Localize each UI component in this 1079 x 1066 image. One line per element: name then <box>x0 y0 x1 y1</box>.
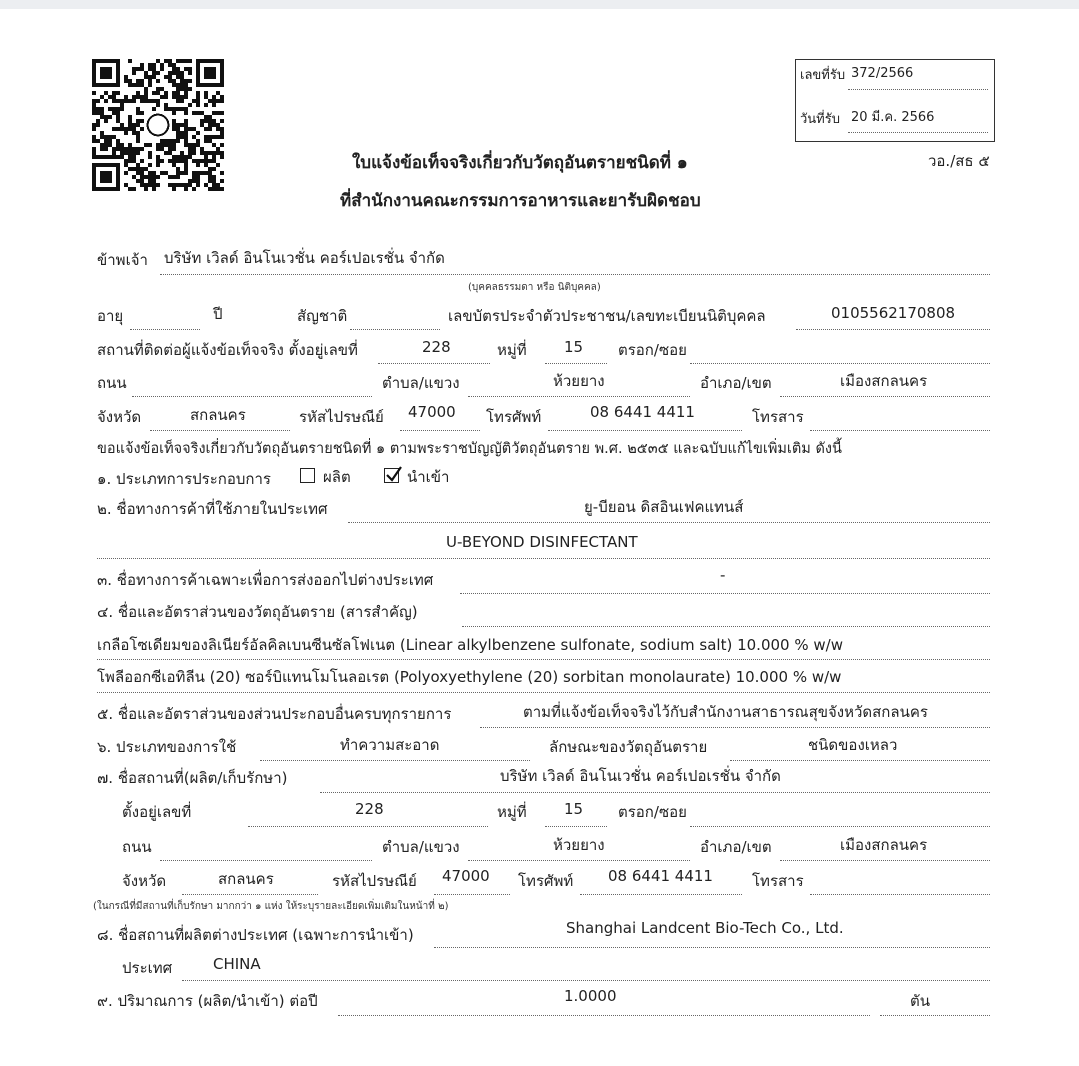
contact-fax-label: โทรสาร <box>752 408 804 426</box>
receipt-number-label: เลขที่รับ <box>800 68 846 83</box>
contact-province: สกลนคร <box>190 406 246 424</box>
contact-subdistrict-label: ตำบล/แขวง <box>382 374 460 392</box>
item7-province-label: จังหวัด <box>122 872 167 890</box>
item6-nature-value: ชนิดของเหลว <box>808 736 898 754</box>
import-checkbox[interactable] <box>384 468 399 483</box>
contact-phone-label: โทรศัพท์ <box>486 408 542 426</box>
item7-fax-label: โทรสาร <box>752 872 804 890</box>
item7-postcode-label: รหัสไปรษณีย์ <box>332 872 417 890</box>
item1-label: ๑. ประเภทการประกอบการ <box>97 470 271 488</box>
form-title-line2: ที่สำนักงานคณะกรรมการอาหารและยารับผิดชอบ <box>340 191 701 211</box>
contact-province-label: จังหวัด <box>97 408 142 426</box>
item7-road-label: ถนน <box>122 838 152 856</box>
item7-phone-label: โทรศัพท์ <box>518 872 574 890</box>
form-title-line1: ใบแจ้งข้อเท็จจริงเกี่ยวกับวัตถุอันตรายชนิดที่ ๑ <box>352 153 688 173</box>
statement: ขอแจ้งข้อเท็จจริงเกี่ยวกับวัตถุอันตรายชนิดที่ ๑ ตามพระราชบัญญัติวัตถุอันตราย พ.ศ. ๒๕๓๕ และฉบับแก้ไขเพิ่มเติม ดังนี้ <box>97 441 842 457</box>
qr-code <box>92 59 224 191</box>
produce-checkbox[interactable] <box>300 468 315 483</box>
contact-subdistrict: ห้วยยาง <box>553 372 605 390</box>
item7-phone: 08 6441 4411 <box>608 867 713 885</box>
item8-value: Shanghai Landcent Bio-Tech Co., Ltd. <box>566 919 844 937</box>
checkmark-icon <box>384 464 404 484</box>
item9-value: 1.0000 <box>564 987 617 1005</box>
contact-postcode-label: รหัสไปรษณีย์ <box>299 408 384 426</box>
form-code: วอ./สธ ๕ <box>928 152 990 170</box>
contact-road-label: ถนน <box>97 374 127 392</box>
item4-line-2: โพลีออกซีเอทิลีน (20) ซอร์บิแทนโมโนลอเรต (Polyoxyethylene (20) sorbitan monolaurate) 10.000 % w/w <box>97 668 842 686</box>
item7-address-label: ตั้งอยู่เลขที่ <box>122 803 192 821</box>
item7-district: เมืองสกลนคร <box>840 836 928 854</box>
contact-district: เมืองสกลนคร <box>840 372 928 390</box>
item3-label: ๓. ชื่อทางการค้าเฉพาะเพื่อการส่งออกไปต่างประเทศ <box>97 571 434 589</box>
id-label: เลขบัตรประจำตัวประชาชน/เลขทะเบียนนิติบุคคล <box>448 307 766 325</box>
item4-line-1: เกลือโซเดียมของลิเนียร์อัลคิลเบนซีนซัลโฟเนต (Linear alkylbenzene sulfonate, sodium salt) 10.000 % w/w <box>97 636 843 654</box>
item7-subdistrict-label: ตำบล/แขวง <box>382 838 460 856</box>
receipt-date-value: 20 มี.ค. 2566 <box>851 110 935 125</box>
nationality-label: สัญชาติ <box>297 307 348 325</box>
item2-value-en: U-BEYOND DISINFECTANT <box>446 533 638 551</box>
item9-unit: ตัน <box>910 992 930 1010</box>
contact-moo-label: หมู่ที่ <box>497 341 527 359</box>
item2-value-th: ยู-บียอน ดิสอินเฟคแทนส์ <box>584 498 744 516</box>
receipt-number-value: 372/2566 <box>851 66 914 81</box>
item6-label: ๖. ประเภทของการใช้ <box>97 738 237 756</box>
item7-moo-label: หมู่ที่ <box>497 803 527 821</box>
item7-subdistrict: ห้วยยาง <box>553 836 605 854</box>
item9-label: ๙. ปริมาณการ (ผลิต/นำเข้า) ต่อปี <box>97 992 318 1010</box>
year-label: ปี <box>213 305 223 323</box>
item4-label: ๔. ชื่อและอัตราส่วนของวัตถุอันตราย (สารสำคัญ) <box>97 603 418 621</box>
contact-phone: 08 6441 4411 <box>590 403 695 421</box>
item6-value: ทำความสะอาด <box>340 736 440 754</box>
item7-soi-label: ตรอก/ซอย <box>618 803 687 821</box>
produce-label: ผลิต <box>323 468 351 486</box>
item2-label: ๒. ชื่อทางการค้าที่ใช้ภายในประเทศ <box>97 500 328 518</box>
item8-label: ๘. ชื่อสถานที่ผลิตต่างประเทศ (เฉพาะการนำเข้า) <box>97 926 414 944</box>
item7-postcode: 47000 <box>442 867 490 885</box>
item8-country: CHINA <box>213 955 261 973</box>
contact-moo: 15 <box>564 338 584 356</box>
top-band <box>0 0 1079 9</box>
item3-value: - <box>720 566 726 584</box>
item7-district-label: อำเภอ/เขต <box>700 838 772 856</box>
item7-province: สกลนคร <box>218 870 274 888</box>
receipt-date-label: วันที่รับ <box>800 112 840 127</box>
import-label: นำเข้า <box>407 468 450 486</box>
declarant-note: (บุคคลธรรมดา หรือ นิติบุคคล) <box>468 282 601 293</box>
age-label: อายุ <box>97 307 124 325</box>
contact-postcode: 47000 <box>408 403 456 421</box>
declarant-label: ข้าพเจ้า <box>97 251 148 269</box>
item6-nature-label: ลักษณะของวัตถุอันตราย <box>549 738 708 756</box>
id-value: 0105562170808 <box>831 304 956 322</box>
item7-house-no: 228 <box>355 800 384 818</box>
item5-value: ตามที่แจ้งข้อเท็จจริงไว้กับสำนักงานสาธารณสุขจังหวัดสกลนคร <box>523 703 928 721</box>
contact-soi-label: ตรอก/ซอย <box>618 341 687 359</box>
item7-value: บริษัท เวิลด์ อินโนเวชั่น คอร์เปอเรชั่น จำกัด <box>500 767 781 785</box>
item7-moo: 15 <box>564 800 584 818</box>
item5-label: ๕. ชื่อและอัตราส่วนของส่วนประกอบอื่นครบทุกรายการ <box>97 705 452 723</box>
item7-label: ๗. ชื่อสถานที่(ผลิต/เก็บรักษา) <box>97 769 288 787</box>
contact-district-label: อำเภอ/เขต <box>700 374 772 392</box>
item8-country-label: ประเทศ <box>122 959 173 977</box>
item7-note: (ในกรณีที่มีสถานที่เก็บรักษา มากกว่า ๑ แห่ง ให้ระบุรายละเอียดเพิ่มเติมในหน้าที่ ๒) <box>93 901 449 912</box>
declarant-value: บริษัท เวิลด์ อินโนเวชั่น คอร์เปอเรชั่น จำกัด <box>164 249 445 267</box>
contact-address-label: สถานที่ติดต่อผู้แจ้งข้อเท็จจริง ตั้งอยู่เลขที่ <box>97 341 358 359</box>
contact-house-no: 228 <box>422 338 451 356</box>
